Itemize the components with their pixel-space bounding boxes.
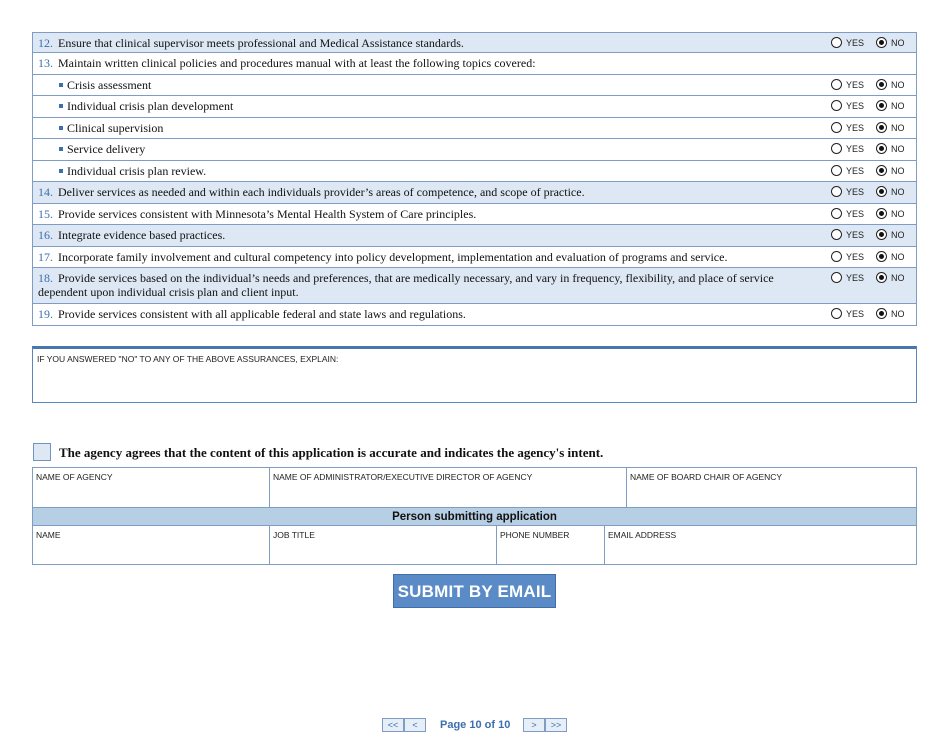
yes-radio-option[interactable] xyxy=(831,272,864,283)
administrator-name-field[interactable] xyxy=(269,467,627,508)
radio-button-icon[interactable] xyxy=(831,143,842,154)
page-indicator: Page 10 of 10 xyxy=(440,719,511,731)
bullet-icon xyxy=(59,104,63,108)
assurance-table xyxy=(32,32,917,326)
radio-button-icon[interactable] xyxy=(831,308,842,319)
next-page-button[interactable]: > xyxy=(523,718,545,732)
no-radio-option[interactable] xyxy=(876,229,905,240)
radio-button-icon[interactable] xyxy=(876,308,887,319)
radio-button-icon[interactable] xyxy=(876,272,887,283)
assurance-row xyxy=(32,161,917,182)
yes-radio-option[interactable] xyxy=(831,186,864,197)
item-number: 13. xyxy=(38,56,53,70)
item-number: 18. xyxy=(38,271,53,285)
radio-button-icon[interactable] xyxy=(876,165,887,176)
yes-radio-option[interactable] xyxy=(831,143,864,154)
no-label: NO xyxy=(891,37,905,48)
assurance-label: Provide services consistent with all applicable federal and state laws and regulations. xyxy=(58,307,466,321)
no-label: NO xyxy=(891,143,905,154)
radio-button-icon[interactable] xyxy=(831,122,842,133)
radio-button-icon[interactable] xyxy=(876,251,887,262)
radio-button-icon[interactable] xyxy=(831,251,842,262)
job-title-label: JOB TITLE xyxy=(273,530,315,540)
board-chair-name-field[interactable] xyxy=(626,467,917,508)
assurance-text xyxy=(59,99,819,113)
assurance-label: Provide services based on the individual’s needs and preferences, that are medically necessary, and vary in frequency, flexibility, and place of service dependent upon individual crisis plan and client input. xyxy=(38,271,774,299)
yes-radio-option[interactable] xyxy=(831,165,864,176)
assurance-row xyxy=(32,139,917,161)
assurance-text xyxy=(38,56,798,70)
agreement-checkbox[interactable] xyxy=(33,443,51,461)
person-submitting-header: Person submitting application xyxy=(32,507,917,526)
no-label: NO xyxy=(891,79,905,90)
assurance-text xyxy=(38,207,798,221)
no-radio-option[interactable] xyxy=(876,143,905,154)
assurance-label: Integrate evidence based practices. xyxy=(58,228,226,242)
assurance-text xyxy=(59,121,819,135)
assurance-label: Deliver services as needed and within each individuals provider’s areas of competence, and scope of practice. xyxy=(58,185,585,199)
radio-button-icon[interactable] xyxy=(876,186,887,197)
item-number: 17. xyxy=(38,250,53,264)
no-label: NO xyxy=(891,208,905,219)
agency-name-field[interactable] xyxy=(32,467,270,508)
assurance-label: Maintain written clinical policies and procedures manual with at least the following topics covered: xyxy=(58,56,536,70)
assurance-row xyxy=(32,96,917,118)
yes-radio-option[interactable] xyxy=(831,308,864,319)
no-radio-option[interactable] xyxy=(876,122,905,133)
yes-radio-option[interactable] xyxy=(831,208,864,219)
assurance-row xyxy=(32,118,917,139)
agreement-text: The agency agrees that the content of this application is accurate and indicates the agency's intent. xyxy=(59,445,604,460)
explain-label: IF YOU ANSWERED "NO" TO ANY OF THE ABOVE ASSURANCES, EXPLAIN: xyxy=(37,354,339,364)
radio-button-icon[interactable] xyxy=(831,100,842,111)
assurance-label: Ensure that clinical supervisor meets professional and Medical Assistance standards. xyxy=(58,36,464,50)
yes-radio-option[interactable] xyxy=(831,229,864,240)
assurance-text xyxy=(59,78,819,92)
last-page-button[interactable]: >> xyxy=(545,718,567,732)
assurance-text xyxy=(38,228,798,242)
no-label: NO xyxy=(891,100,905,111)
assurance-label: Clinical supervision xyxy=(67,121,164,135)
assurance-row xyxy=(32,225,917,247)
assurance-row xyxy=(32,32,917,53)
assurance-label: Service delivery xyxy=(67,142,146,156)
assurance-row xyxy=(32,182,917,204)
yes-label: YES xyxy=(846,186,865,197)
person-name-label: NAME xyxy=(36,530,61,540)
no-radio-option[interactable] xyxy=(876,100,905,111)
board-chair-name-label: NAME OF BOARD CHAIR OF AGENCY xyxy=(630,472,783,482)
radio-button-icon[interactable] xyxy=(876,37,887,48)
email-address-label: EMAIL ADDRESS xyxy=(608,530,677,540)
phone-number-label: PHONE NUMBER xyxy=(500,530,570,540)
yes-label: YES xyxy=(846,308,865,319)
radio-button-icon[interactable] xyxy=(831,79,842,90)
yes-label: YES xyxy=(846,143,865,154)
radio-button-icon[interactable] xyxy=(831,186,842,197)
no-radio-option[interactable] xyxy=(876,186,905,197)
no-label: NO xyxy=(891,122,905,133)
no-radio-option[interactable] xyxy=(876,165,905,176)
no-radio-option[interactable] xyxy=(876,79,905,90)
yes-label: YES xyxy=(846,79,865,90)
yes-label: YES xyxy=(846,122,865,133)
email-address-field[interactable] xyxy=(604,525,917,565)
radio-button-icon[interactable] xyxy=(876,229,887,240)
assurance-label: Crisis assessment xyxy=(67,78,152,92)
phone-number-field[interactable] xyxy=(496,525,605,565)
yes-label: YES xyxy=(846,37,865,48)
assurance-text xyxy=(59,142,819,156)
radio-button-icon[interactable] xyxy=(876,122,887,133)
radio-button-icon[interactable] xyxy=(831,208,842,219)
no-radio-option[interactable] xyxy=(876,208,905,219)
radio-button-icon[interactable] xyxy=(831,229,842,240)
assurance-row xyxy=(32,204,917,225)
assurance-text xyxy=(38,307,798,321)
person-name-field[interactable] xyxy=(32,525,270,565)
yes-radio-option[interactable] xyxy=(831,100,864,111)
radio-button-icon[interactable] xyxy=(831,165,842,176)
yes-label: YES xyxy=(846,100,865,111)
radio-button-icon[interactable] xyxy=(831,272,842,283)
job-title-field[interactable] xyxy=(269,525,497,565)
no-label: NO xyxy=(891,229,905,240)
item-number: 19. xyxy=(38,307,53,321)
agency-name-label: NAME OF AGENCY xyxy=(36,472,113,482)
assurance-row xyxy=(32,75,917,96)
no-radio-option[interactable] xyxy=(876,272,905,283)
bullet-icon xyxy=(59,83,63,87)
assurance-row xyxy=(32,304,917,326)
yes-label: YES xyxy=(846,272,865,283)
no-radio-option[interactable] xyxy=(876,37,905,48)
assurance-text xyxy=(38,36,798,50)
bullet-icon xyxy=(59,126,63,130)
no-label: NO xyxy=(891,308,905,319)
item-number: 15. xyxy=(38,207,53,221)
explain-field[interactable] xyxy=(32,346,917,403)
no-radio-option[interactable] xyxy=(876,251,905,262)
bullet-icon xyxy=(59,169,63,173)
no-label: NO xyxy=(891,251,905,262)
assurance-text xyxy=(38,271,798,299)
assurance-text xyxy=(59,164,819,178)
no-label: NO xyxy=(891,165,905,176)
yes-radio-option[interactable] xyxy=(831,79,864,90)
radio-button-icon[interactable] xyxy=(876,143,887,154)
yes-label: YES xyxy=(846,229,865,240)
item-number: 14. xyxy=(38,185,53,199)
assurance-label: Provide services consistent with Minnesota’s Mental Health System of Care principles. xyxy=(58,207,477,221)
no-label: NO xyxy=(891,186,905,197)
submit-by-email-button[interactable]: SUBMIT BY EMAIL xyxy=(393,574,556,608)
assurance-row xyxy=(32,53,917,75)
assurance-label: Individual crisis plan development xyxy=(67,99,234,113)
assurance-row xyxy=(32,247,917,268)
yes-label: YES xyxy=(846,165,865,176)
previous-page-button[interactable]: < xyxy=(404,718,426,732)
no-label: NO xyxy=(891,272,905,283)
no-radio-option[interactable] xyxy=(876,308,905,319)
yes-label: YES xyxy=(846,251,865,262)
assurance-text xyxy=(38,185,798,199)
assurance-text xyxy=(38,250,798,264)
first-page-button[interactable]: << xyxy=(382,718,404,732)
administrator-name-label: NAME OF ADMINISTRATOR/EXECUTIVE DIRECTOR OF AGENCY xyxy=(273,472,533,482)
assurance-label: Individual crisis plan review. xyxy=(67,164,207,178)
assurance-row xyxy=(32,268,917,304)
radio-button-icon[interactable] xyxy=(876,208,887,219)
yes-radio-option[interactable] xyxy=(831,251,864,262)
bullet-icon xyxy=(59,147,63,151)
radio-button-icon[interactable] xyxy=(876,100,887,111)
radio-button-icon[interactable] xyxy=(876,79,887,90)
yes-radio-option[interactable] xyxy=(831,37,864,48)
radio-button-icon[interactable] xyxy=(831,37,842,48)
item-number: 16. xyxy=(38,228,53,242)
yes-radio-option[interactable] xyxy=(831,122,864,133)
assurance-label: Incorporate family involvement and cultural competency into policy development, implementation and evaluation of programs and service. xyxy=(58,250,728,264)
item-number: 12. xyxy=(38,36,53,50)
yes-label: YES xyxy=(846,208,865,219)
